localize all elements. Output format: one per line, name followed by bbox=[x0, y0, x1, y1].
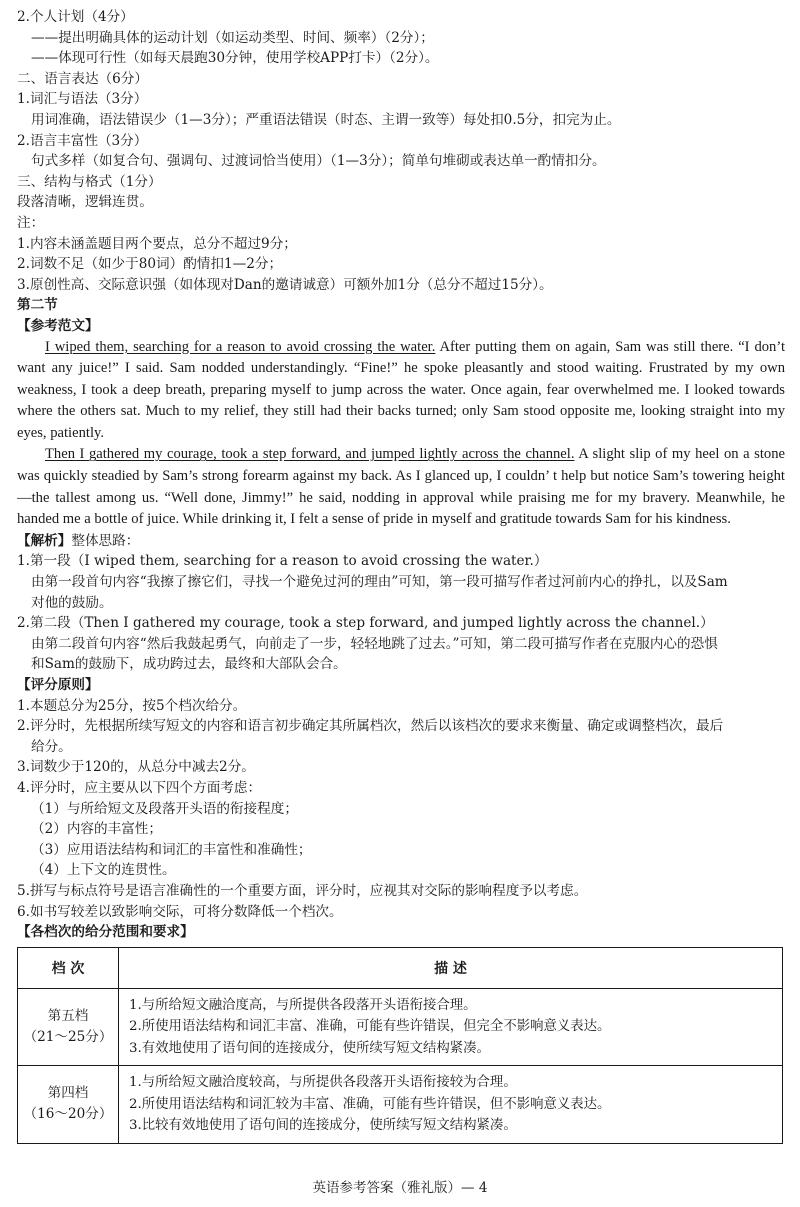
essay-paragraph-2 bbox=[17, 444, 785, 530]
analysis-intro: 整体思路： bbox=[71, 532, 140, 549]
rubric-line: 2.语言丰富性（3分） bbox=[17, 132, 148, 149]
level-range: （16～20分） bbox=[23, 1106, 113, 1123]
analysis-item-body: 对他的鼓励。 bbox=[31, 594, 113, 611]
paragraph-1-opening: I wiped them, searching for a reason to avoid crossing the water. bbox=[45, 338, 436, 355]
analysis-item-head: 2.第二段（Then I gathered my courage, took a step forward, and jumped lightly across the channel.） bbox=[17, 615, 714, 632]
paragraph-2-body: A slight slip of my heel on a stone was quickly steadied by Sam’s strong forearm against my back. As I glanced up, I couldn’ t help but notice Sam’s towering height—the tallest among us. “Well done, Jimmy!” he said, nodding in approval while praising me for my bravery. Meanwhile, he handed me a bottle of juice. While drinking it, I felt a sense of pride in myself and gratitude towards Sam for his kindness. bbox=[17, 446, 785, 528]
table-header-row bbox=[18, 947, 783, 988]
level-name: 第四档 bbox=[47, 1085, 89, 1102]
levels-heading: 【各档次的给分范围和要求】 bbox=[17, 924, 194, 941]
principle-line: （3）应用语法结构和词汇的丰富性和准确性； bbox=[31, 841, 312, 858]
description-item: 1.与所给短文融洽度较高，与所提供各段落开头语衔接较为合理。 bbox=[129, 1075, 517, 1091]
rubric-line: 三、结构与格式（1分） bbox=[17, 173, 162, 190]
rubric-line: 句式多样（如复合句、强调句、过渡词恰当使用）（1—3分）；简单句堆砌或表达单一酌情扣分。 bbox=[31, 153, 606, 170]
rubric-line: 二、语言表达（6分） bbox=[17, 70, 148, 87]
rubric-line: 用词准确，语法错误少（1—3分）；严重语法错误（时态、主谓一致等）每处扣0.5分，扣完为止。 bbox=[31, 111, 621, 128]
analysis-item-1 bbox=[17, 551, 785, 613]
principle-line: （4）上下文的连贯性。 bbox=[31, 862, 176, 879]
analysis-heading-line bbox=[17, 531, 785, 552]
principles-heading: 【评分原则】 bbox=[17, 677, 99, 693]
rubric-line: ——体现可行性（如每天晨跑30分钟，使用学校APP打卡）（2分）。 bbox=[31, 50, 439, 67]
analysis-item-body: 由第二段首句内容“然后我鼓起勇气，向前走了一步，轻轻地跳了过去。”可知，第二段可描写作者在克服内心的恐惧 bbox=[31, 635, 718, 652]
grading-principles bbox=[17, 696, 785, 923]
rubric-line: ——提出明确具体的运动计划（如运动类型、时间、频率）（2分）； bbox=[31, 29, 434, 46]
principle-line: 3.词数少于120的，从总分中减去2分。 bbox=[17, 759, 255, 776]
level-range: （21～25分） bbox=[23, 1028, 113, 1045]
description-item: 2.所使用语法结构和词汇较为丰富、准确，可能有些许错误，但不影响意义表达。 bbox=[129, 1096, 611, 1112]
level-cell bbox=[18, 988, 119, 1066]
analysis-item-body: 和Sam的鼓励下，成功跨过去，最终和大部队会合。 bbox=[31, 656, 347, 673]
principle-line: 5.拼写与标点符号是语言准确性的一个重要方面，评分时，应视其对交际的影响程度予以考虑。 bbox=[17, 882, 588, 899]
page-footer: 英语参考答案（雅礼版）— 4 bbox=[312, 1180, 488, 1196]
principle-line: （1）与所给短文及段落开头语的衔接程度； bbox=[31, 800, 298, 817]
rubric-line: 3.原创性高、交际意识强（如体现对Dan的邀请诚意）可额外加1分（总分不超过15分）。 bbox=[17, 276, 553, 293]
rubric-line: 注： bbox=[17, 214, 45, 231]
level-cell bbox=[18, 1066, 119, 1144]
analysis-item-2 bbox=[17, 613, 785, 675]
principle-line: 1.本题总分为25分，按5个档次给分。 bbox=[17, 697, 247, 714]
writing-rubric-part1 bbox=[17, 7, 785, 295]
principle-line: 给分。 bbox=[31, 738, 72, 755]
principle-line: 2.评分时，先根据所续写短文的内容和语言初步确定其所属档次，然后以该档次的要求来衡量、确定或调整档次，最后 bbox=[17, 718, 724, 735]
analysis-heading: 【解析】 bbox=[17, 532, 72, 549]
rubric-line: 2.个人计划（4分） bbox=[17, 9, 134, 25]
section-title: 第二节 bbox=[17, 297, 58, 314]
rubric-line: 段落清晰，逻辑连贯。 bbox=[17, 194, 153, 211]
essay-paragraph-1 bbox=[17, 337, 785, 445]
analysis-item-body: 由第一段首句内容“我擦了擦它们，寻找一个避免过河的理由”可知，第一段可描写作者过河前内心的挣扎，以及Sam bbox=[31, 574, 728, 591]
analysis-item-head: 1.第一段（I wiped them, searching for a reason to avoid crossing the water.） bbox=[17, 553, 548, 570]
description-item: 3.有效地使用了语句间的连接成分，使所续写短文结构紧凑。 bbox=[129, 1040, 490, 1056]
rubric-line: 1.词汇与语法（3分） bbox=[17, 91, 148, 108]
answer-key-page bbox=[17, 7, 785, 1144]
level-column-header: 档 次 bbox=[18, 947, 119, 988]
sample-essay bbox=[17, 337, 785, 531]
principle-line: 4.评分时，应主要从以下四个方面考虑： bbox=[17, 779, 262, 796]
description-item: 2.所使用语法结构和词汇丰富、准确，可能有些许错误，但完全不影响意义表达。 bbox=[129, 1019, 611, 1035]
rubric-line: 2.词数不足（如少于80词）酌情扣1—2分； bbox=[17, 256, 283, 273]
principle-line: 6.如书写较差以致影响交际，可将分数降低一个档次。 bbox=[17, 903, 343, 920]
rubric-line: 1.内容未涵盖题目两个要点，总分不超过9分； bbox=[17, 235, 297, 252]
paragraph-1-body: After putting them on again, Sam was still there. “I don’t want any juice!” I said. Sam nodded understandingly. “Fine!” he spoke pleasantly and stood waiting. Frustrated by my own weakness, I took a deep breath, preparing myself to jump across the water. Once again, fear overwhelmed me. I looked towards where the others sat. Much to my relief, they still had their backs turned; only Sam stood opposite me, looking straight into my eyes, patiently. bbox=[17, 338, 785, 441]
description-column-header: 描 述 bbox=[119, 947, 783, 988]
sample-essay-heading: 【参考范文】 bbox=[17, 317, 99, 334]
principle-line: （2）内容的丰富性； bbox=[31, 821, 162, 838]
description-item: 1.与所给短文融洽度高，与所提供各段落开头语衔接合理。 bbox=[129, 997, 477, 1013]
description-cell bbox=[119, 988, 783, 1066]
description-cell bbox=[119, 1066, 783, 1144]
table-row bbox=[18, 1066, 783, 1144]
description-item: 3.比较有效地使用了语句间的连接成分，使所续写短文结构紧凑。 bbox=[129, 1118, 517, 1134]
paragraph-2-opening: Then I gathered my courage, took a step forward, and jumped lightly across the channel. bbox=[45, 446, 575, 463]
table-row bbox=[18, 988, 783, 1066]
grading-levels-table bbox=[17, 947, 783, 1144]
level-name: 第五档 bbox=[47, 1007, 89, 1024]
